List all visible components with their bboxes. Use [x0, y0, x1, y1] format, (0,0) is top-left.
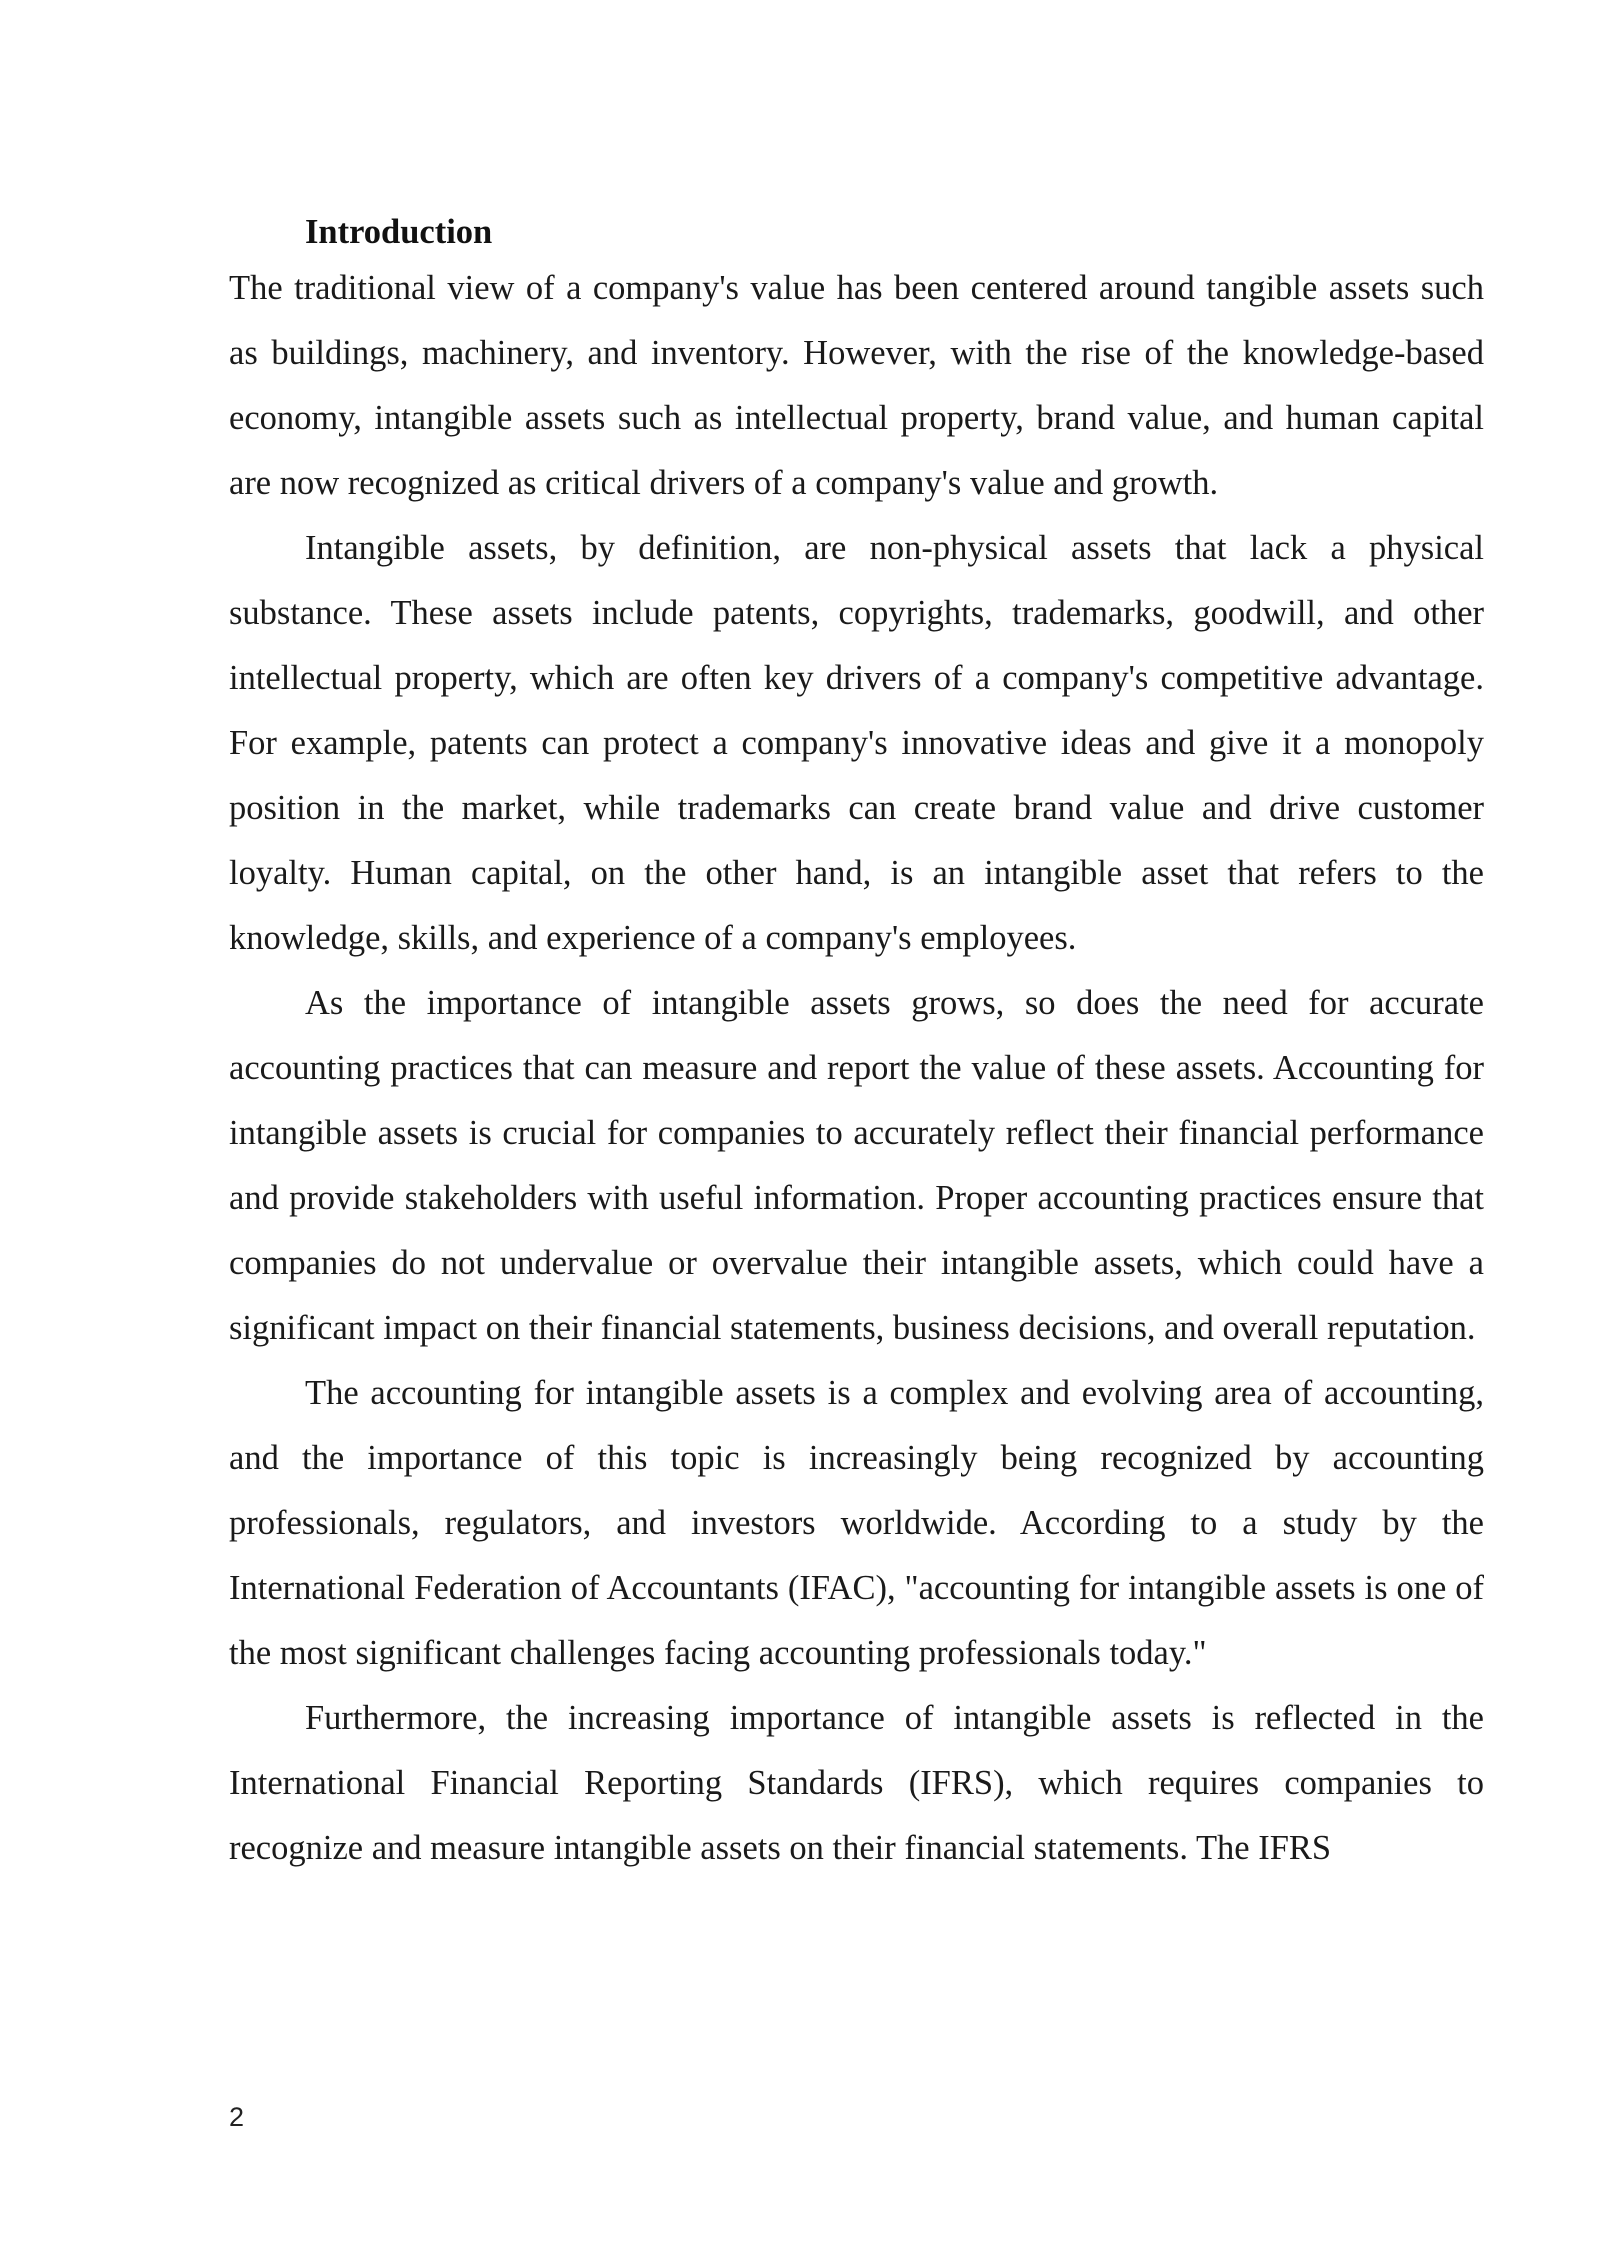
paragraph-3: As the importance of intangible assets grows, so does the need for accurate accounting practices that can measure and report the value of these assets. Accounting for intangible assets is crucial for companies to accurately reflect their financial performance and provide stakeholders with useful information. Proper accounting practices ensure that companies do not undervalue or overvalue their intangible assets, which could have a significant impact on their financial statements, business decisions, and overall reputation.: [229, 984, 1484, 1347]
page-number: 2: [229, 2102, 245, 2132]
paragraph-2: Intangible assets, by definition, are non-physical assets that lack a physical substance. These assets include patents, copyrights, trademarks, goodwill, and other intellectual property, which are often key drivers of a company's competitive advantage. For example, patents can protect a company's innovative ideas and give it a monopoly position in the market, while trademarks can create brand value and drive customer loyalty. Human capital, on the other hand, is an intangible asset that refers to the knowledge, skills, and experience of a company's employees.: [229, 529, 1484, 957]
section-heading: Introduction: [305, 213, 493, 251]
paragraph-4: The accounting for intangible assets is a complex and evolving area of accounting, and the importance of this topic is increasingly being recognized by accounting professionals, regulators, and investors worldwide. According to a study by the International Federation of Accountants (IFAC), "accounting for intangible assets is one of the most significant challenges facing accounting professionals today.": [229, 1374, 1484, 1672]
paragraph-5: Furthermore, the increasing importance of intangible assets is reflected in the International Financial Reporting Standards (IFRS), which requires companies to recognize and measure intangible assets on their financial statements. The IFRS: [229, 1699, 1484, 1867]
paragraph-1: The traditional view of a company's value has been centered around tangible assets such as buildings, machinery, and inventory. However, with the rise of the knowledge-based economy, intangible assets such as intellectual property, brand value, and human capital are now recognized as critical drivers of a company's value and growth.: [229, 269, 1484, 502]
document-body: [229, 208, 1484, 1881]
